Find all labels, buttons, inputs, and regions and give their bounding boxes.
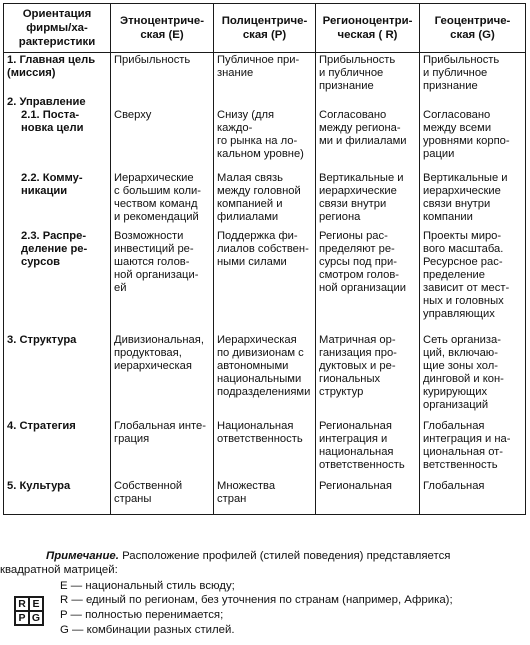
legend-item-p: P — полностью перенимается; [60,609,224,621]
legend [0,579,530,639]
note-text: Расположение профилей (стилей поведения) представляется [118,550,451,562]
table-cell: Глобальная [420,479,526,515]
table-cell: Прибыльность и публичное признание [316,53,420,95]
table-header-row [4,4,526,53]
legend-items [60,579,453,637]
table-cell: Проекты миро- вого масштаба. Ресурсное рас- пределение зависит от мест- ных и головных управляющих [420,229,526,333]
table-cell [420,95,526,171]
row-label-text: 2. Управление [7,95,86,108]
table-row [4,229,526,333]
row-label-strategy [4,419,111,479]
table-cell: Публичное при- знание [214,53,316,95]
row-label-text: 3. Структура [7,333,77,346]
legend-item-e: E — национальный стиль всюду; [60,579,235,592]
table-cell: Национальная ответственность [214,419,316,479]
cell-text: Согласовано между всеми уровнями корпо- рации [423,108,510,160]
matrix-cell-p: P [15,611,29,625]
table-cell: Вертикальные и иерархические связи внутри региона [316,171,420,229]
cell-text: Снизу (для каждо- го рынка на ло- кальном уровне) [217,108,304,160]
table-cell: Прибыльность и публичное признание [420,53,526,95]
row-label-resources [4,229,111,333]
legend-item-r: R — единый по регионам, без уточнения по странам (например, Африка); [60,594,453,607]
matrix-cell-r: R [15,597,29,611]
row-sublabel-text: 2.3. Распре- деление ре- сурсов [21,229,88,268]
table-cell: Собственной страны [111,479,214,515]
row-label-goal [4,53,111,95]
table-cell: Иерархические с большим коли- чеством команд и рекомендаций [111,171,214,229]
table-cell: Дивизиональная, продуктовая, иерархическая [111,333,214,419]
header-regiocentric: Регионоцентри- ческая ( R) [316,4,420,53]
row-sublabel-text: 2.1. Поста- новка цели [21,108,84,134]
row-sublabel-text: 2.2. Комму- никации [21,171,83,197]
table-cell: Вертикальные и иерархические связи внутри компании [420,171,526,229]
row-label-communications [4,171,111,229]
table-cell: Множества стран [214,479,316,515]
table-cell [111,95,214,171]
table-cell: Поддержка фи- лиалов собствен- ными силами [214,229,316,333]
table-cell: Матричная ор- ганизация про- дуктовых и ре- гиональных структур [316,333,420,419]
table-row [4,479,526,515]
row-label-text: 4. Стратегия [7,419,76,432]
table-cell: Возможности инвестиций ре- шаются голов- ной организаци- ей [111,229,214,333]
table-cell: Глобальная инте- грация [111,419,214,479]
table-row [4,419,526,479]
table-row [4,53,526,95]
table-cell: Малая связь между головной компанией и филиалами [214,171,316,229]
note-title: Примечание. [46,550,119,562]
table-row [4,333,526,419]
style-matrix [14,596,44,626]
table-cell [214,95,316,171]
header-geocentric: Геоцентриче- ская (G) [420,4,526,53]
cell-text: Сверху [114,108,152,121]
row-label-management [4,95,111,171]
table-cell [316,95,420,171]
note-first-line [0,549,530,563]
document-page [3,3,525,515]
table-row [4,95,526,171]
matrix-cell-g: G [29,611,43,625]
header-orientation: Ориентация фирмы/ха- рактеристики [4,4,111,53]
table-cell: Региональная [316,479,420,515]
header-ethnocentric: Этноцентриче- ская (E) [111,4,214,53]
note-second-line: квадратной матрицей: [0,564,118,577]
row-label-culture [4,479,111,515]
row-label-text: 1. Главная цель (миссия) [7,54,96,80]
table-cell: Иерархическая по дивизионам с автономными национальными подразделениями [214,333,316,419]
table-cell: Прибыльность [111,53,214,95]
table-cell: Регионы рас- пределяют ре- сурсы под при- смотром голов- ной организации [316,229,420,333]
row-label-structure [4,333,111,419]
table-cell: Глобальная интеграция и на- циональная от- ветственность [420,419,526,479]
orientation-table [3,3,526,515]
table-row [4,171,526,229]
row-label-text: 5. Культура [7,479,71,492]
table-cell: Региональная интеграция и национальная ответственность [316,419,420,479]
header-polycentric: Полицентриче- ская (P) [214,4,316,53]
matrix-cell-e: E [29,597,43,611]
table-cell: Сеть организа- ций, включаю- щие зоны хол- динговой и кон- курирующих организаций [420,333,526,419]
cell-text: Согласовано между региона- ми и филиалами [319,108,407,147]
legend-item-g: G — комбинации разных стилей. [60,623,235,636]
note-section [0,549,530,639]
